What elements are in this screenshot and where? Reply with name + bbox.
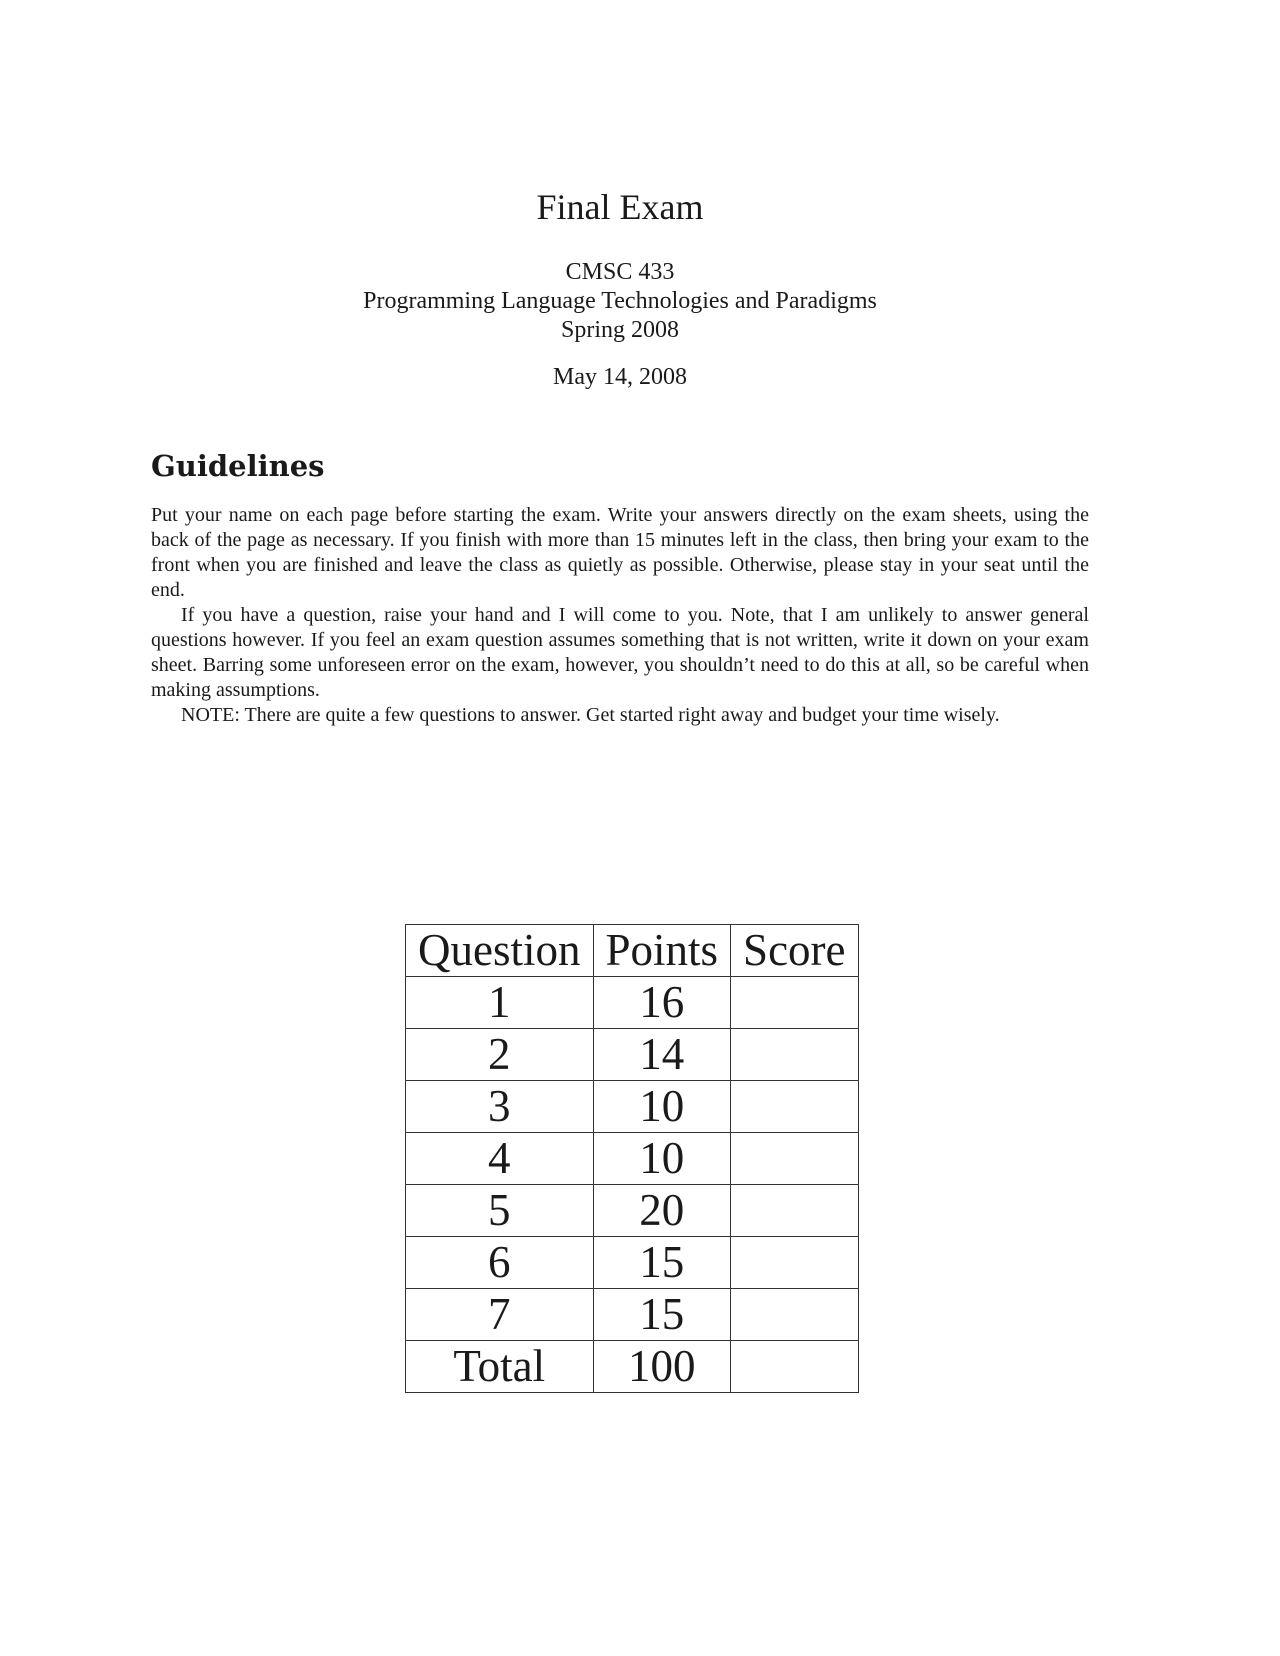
table-row <box>406 1237 859 1289</box>
question-points: 10 <box>593 1081 731 1133</box>
exam-title: Final Exam <box>536 187 704 227</box>
question-number: 1 <box>406 977 594 1029</box>
course-name: Programming Language Technologies and Paradigms <box>363 288 877 314</box>
question-points: 15 <box>593 1237 731 1289</box>
score-cell[interactable] <box>731 977 858 1029</box>
guidelines-paragraph: Put your name on each page before starting the exam. Write your answers directly on the exam sheets, using the back of the page as necessary. If you finish with more than 15 minutes left in the class, then bring your exam to the front when you are finished and leave the class as quietly as possible. Otherwise, please stay in your seat until the end. <box>151 504 1089 601</box>
table-row <box>406 977 859 1029</box>
guidelines-body <box>151 503 1089 728</box>
course-info <box>0 258 1240 345</box>
course-code: CMSC 433 <box>565 259 675 285</box>
total-label: Total <box>406 1341 594 1393</box>
question-points: 16 <box>593 977 731 1029</box>
question-number: 5 <box>406 1185 594 1237</box>
table-row <box>406 1081 859 1133</box>
table-total-row <box>406 1341 859 1393</box>
score-cell[interactable] <box>731 1081 858 1133</box>
table-row <box>406 1029 859 1081</box>
table-row <box>406 1289 859 1341</box>
question-points: 15 <box>593 1289 731 1341</box>
total-points: 100 <box>593 1341 731 1393</box>
question-number: 3 <box>406 1081 594 1133</box>
score-cell[interactable] <box>731 1185 858 1237</box>
exam-date: May 14, 2008 <box>553 364 687 390</box>
table-row <box>406 1133 859 1185</box>
header-score: Score <box>731 925 858 977</box>
guidelines-paragraph: If you have a question, raise your hand and I will come to you. Note, that I am unlikely to answer general questions however. If you feel an exam question assumes something that is not written, write it down on your exam sheet. Barring some unforeseen error on the exam, however, you shouldn’t need to do this at all, so be careful when making assumptions. <box>151 604 1089 701</box>
question-number: 6 <box>406 1237 594 1289</box>
score-cell[interactable] <box>731 1289 858 1341</box>
guidelines-paragraph: NOTE: There are quite a few questions to answer. Get started right away and budget your time wisely. <box>181 704 1000 726</box>
question-points: 10 <box>593 1133 731 1185</box>
header-question: Question <box>406 925 594 977</box>
question-number: 2 <box>406 1029 594 1081</box>
score-cell[interactable] <box>731 1029 858 1081</box>
guidelines-heading: Guidelines <box>151 449 325 483</box>
score-cell[interactable] <box>731 1133 858 1185</box>
header-points: Points <box>593 925 731 977</box>
question-number: 4 <box>406 1133 594 1185</box>
question-points: 20 <box>593 1185 731 1237</box>
score-table <box>405 924 859 1393</box>
table-header-row <box>406 925 859 977</box>
question-points: 14 <box>593 1029 731 1081</box>
course-term: Spring 2008 <box>560 317 679 343</box>
question-number: 7 <box>406 1289 594 1341</box>
table-row <box>406 1185 859 1237</box>
total-score-cell[interactable] <box>731 1341 858 1393</box>
score-cell[interactable] <box>731 1237 858 1289</box>
